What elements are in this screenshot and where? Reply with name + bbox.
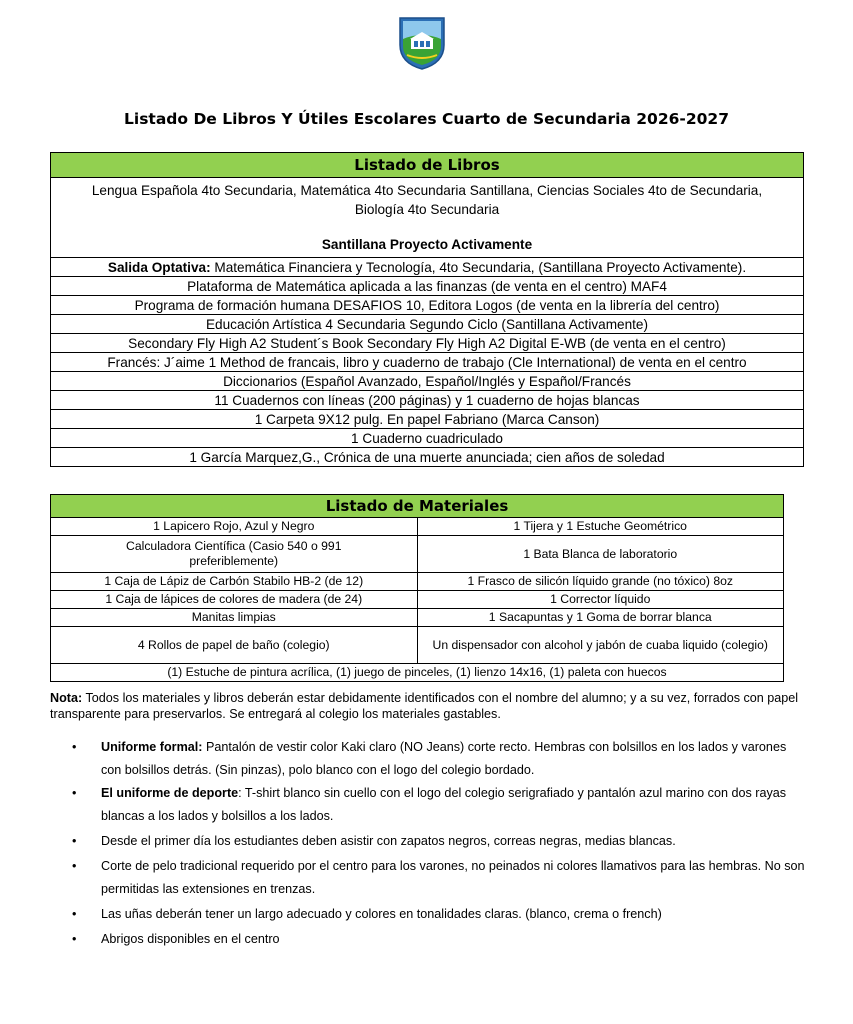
rule-text: Desde el primer día los estudiantes deben asistir con zapatos negros, correas negras, medias blancas.	[101, 834, 676, 848]
book-row: Programa de formación humana DESAFIOS 10, Editora Logos (de venta en la librería del centro)	[51, 296, 804, 315]
bullet-icon: •	[72, 740, 77, 754]
list-item	[50, 830, 810, 853]
material-cell: 1 Bata Blanca de laboratorio	[417, 536, 784, 573]
book-row: Diccionarios (Español Avanzado, Español/Inglés y Español/Francés	[51, 372, 804, 391]
bullet-icon: •	[72, 786, 77, 800]
materials-header: Listado de Materiales	[51, 495, 784, 518]
material-cell: 1 Sacapuntas y 1 Goma de borrar blanca	[417, 609, 784, 627]
books-main-cell	[51, 178, 804, 258]
material-cell: 1 Caja de Lápiz de Carbón Stabilo HB-2 (de 12)	[51, 573, 418, 591]
materials-table	[50, 494, 784, 682]
books-table	[50, 152, 804, 467]
page-title: Listado De Libros Y Útiles Escolares Cuarto de Secundaria 2026-2027	[124, 110, 729, 128]
books-main-text: Lengua Española 4to Secundaria, Matemática 4to Secundaria Santillana, Ciencias Sociales 4to de Secundaria, Biología 4to Secundaria	[91, 183, 763, 217]
book-row: 1 Carpeta 9X12 pulg. En papel Fabriano (Marca Canson)	[51, 410, 804, 429]
material-cell: Manitas limpias	[51, 609, 418, 627]
note-label: Nota:	[50, 691, 83, 705]
rules-list	[50, 736, 810, 951]
bullet-icon: •	[72, 907, 77, 921]
material-cell: 1 Tijera y 1 Estuche Geométrico	[417, 518, 784, 536]
material-cell: Un dispensador con alcohol y jabón de cuaba liquido (colegio)	[417, 627, 784, 664]
book-row: Francés: J´aime 1 Method de francais, libro y cuaderno de trabajo (Cle International) de venta en el centro	[51, 353, 804, 372]
salida-label: Salida Optativa:	[107, 259, 211, 275]
book-row	[51, 258, 804, 277]
book-row: Plataforma de Matemática aplicada a las finanzas (de venta en el centro) MAF4	[51, 277, 804, 296]
list-item	[50, 903, 810, 926]
material-cell: 1 Lapicero Rojo, Azul y Negro	[51, 518, 418, 536]
book-row: Secondary Fly High A2 Student´s Book Secondary Fly High A2 Digital E-WB (de venta en el centro)	[51, 334, 804, 353]
material-cell: 1 Caja de lápices de colores de madera (de 24)	[51, 591, 418, 609]
rule-label: Uniforme formal:	[101, 740, 203, 754]
rule-label: El uniforme de deporte	[101, 786, 239, 800]
rule-text: Abrigos disponibles en el centro	[101, 932, 280, 946]
book-row: 11 Cuadernos con líneas (200 páginas) y 1 cuaderno de hojas blancas	[51, 391, 804, 410]
note-paragraph	[50, 690, 800, 722]
note-text: Todos los materiales y libros deberán estar debidamente identificados con el nombre del alumno; y a su vez, forrados con papel transparente para preservarlos. Se entregará al colegio los materiales gastables.	[50, 691, 799, 721]
rule-text: Las uñas deberán tener un largo adecuado y colores en tonalidades claras. (blanco, crema o french)	[101, 907, 662, 921]
material-cell: 1 Frasco de silicón líquido grande (no tóxico) 8oz	[417, 573, 784, 591]
rule-text: Pantalón de vestir color Kaki claro (NO Jeans) corte recto. Hembras con bolsillos en los lados y varones con bolsillos detrás. (Sin pinzas), polo blanco con el logo del colegio bordado.	[101, 740, 787, 777]
books-header: Listado de Libros	[51, 153, 804, 178]
book-row: 1 García Marquez,G., Crónica de una muerte anunciada; cien años de soledad	[51, 448, 804, 467]
books-publisher: Santillana Proyecto Activamente	[321, 237, 533, 252]
rule-text: : T-shirt blanco sin cuello con el logo del colegio serigrafiado y pantalón azul marino con dos rayas blancas a los lados y bolsillos a los lados.	[101, 786, 787, 823]
book-row: Educación Artística 4 Secundaria Segundo Ciclo (Santillana Activamente)	[51, 315, 804, 334]
material-cell: 4 Rollos de papel de baño (colegio)	[51, 627, 418, 664]
salida-text: Matemática Financiera y Tecnología, 4to Secundaria, (Santillana Proyecto Activamente).	[210, 259, 747, 275]
material-cell: Calculadora Científica (Casio 540 o 991 preferiblemente)	[51, 536, 418, 573]
list-item	[50, 855, 810, 901]
list-item	[50, 782, 810, 828]
rule-text: Corte de pelo tradicional requerido por el centro para los varones, no peinados ni colores llamativos para las hembras. No son permitidas las extensiones en trenzas.	[101, 859, 805, 896]
list-item	[50, 736, 810, 782]
material-art-row: (1) Estuche de pintura acrílica, (1) juego de pinceles, (1) lienzo 14x16, (1) paleta con huecos	[51, 664, 784, 682]
bullet-icon: •	[72, 932, 77, 946]
bullet-icon: •	[72, 859, 77, 873]
list-item	[50, 928, 810, 951]
book-row: 1 Cuaderno cuadriculado	[51, 429, 804, 448]
bullet-icon: •	[72, 834, 77, 848]
school-logo	[397, 15, 447, 71]
material-cell: 1 Corrector líquido	[417, 591, 784, 609]
